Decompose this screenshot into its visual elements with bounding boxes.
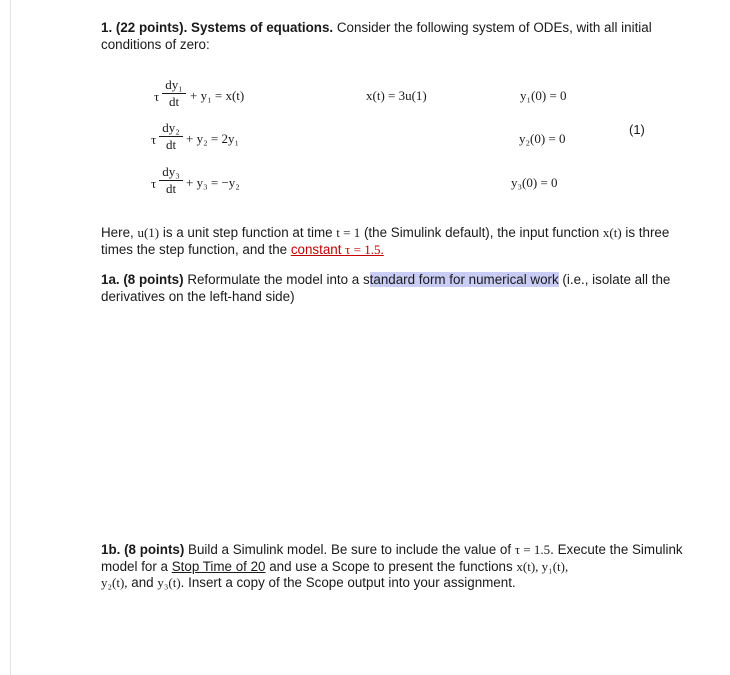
question-1b-text: . Execute the Simulink model for a	[101, 542, 683, 574]
eq2-initial-condition: y₂(0) = 0	[519, 131, 566, 146]
eq1-input-definition: x(t) = 3u(1)	[366, 88, 427, 103]
eq2-numerator: dy₂	[162, 120, 180, 135]
question-1b-text: Build a Simulink model. Be sure to include the value of	[184, 542, 515, 557]
stop-time-link[interactable]: Stop Time of 20	[171, 558, 266, 574]
question-1b-heading: 1b. (8 points)	[101, 542, 185, 557]
eq1-numerator: dy₁	[165, 77, 183, 92]
eq3-tau: τ	[151, 176, 157, 191]
highlighted-text[interactable]: tandard form for numerical work	[369, 272, 559, 287]
math-y2: y₂(t),	[101, 575, 128, 590]
eq3-derivative	[159, 165, 183, 196]
question-1a	[101, 272, 696, 305]
eq1-initial-condition: y₁(0) = 0	[520, 88, 567, 103]
math-y3: y₃(t)	[157, 575, 181, 590]
question-1-intro	[101, 20, 696, 53]
question-1b-text: and	[127, 575, 158, 590]
equation-number: (1)	[629, 122, 645, 137]
eq2-denominator: dt	[165, 137, 177, 152]
eq3-denominator: dt	[165, 181, 177, 196]
eq3-rhs: + y₃ = −y₂	[186, 175, 240, 190]
explanation-paragraph	[101, 225, 696, 258]
question-1b-text: and use a Scope to present the functions	[265, 558, 517, 574]
eq1-tau: τ	[154, 89, 160, 104]
eq3-numerator: dy₃	[162, 164, 180, 179]
eq2-rhs: + y₂ = 2y₁	[186, 131, 239, 146]
explanation-text: (the Simulink default), the input function	[360, 225, 603, 240]
math-tau-value: τ = 1.5	[514, 542, 551, 557]
question-1-text: Consider the following system of ODEs, with all initial conditions of zero:	[101, 20, 652, 52]
math-input: x(t)	[602, 225, 622, 240]
eq1-denominator: dt	[168, 94, 180, 109]
constant-link-math: τ = 1.5.	[345, 241, 384, 257]
eq2-derivative	[159, 121, 183, 152]
explanation-text: is three times the step function, and the	[101, 225, 670, 257]
question-1b	[101, 542, 696, 592]
page-left-border	[10, 0, 11, 675]
eq3-initial-condition: y₃(0) = 0	[511, 175, 558, 190]
eq2-tau: τ	[151, 132, 157, 147]
eq1-rhs: + y₁ = x(t)	[190, 88, 245, 103]
constant-link-text: constant	[290, 241, 346, 257]
question-1a-text: Reformulate the model into a s	[183, 272, 370, 287]
question-1-heading: 1. (22 points). Systems of equations.	[101, 20, 334, 35]
eq1-derivative	[162, 78, 186, 109]
question-1a-heading: 1a. (8 points)	[101, 272, 184, 287]
question-1a-text: (i.e., isolate all the derivatives on the left-hand side)	[101, 272, 671, 304]
question-1b-text: . Insert a copy of the Scope output into your assignment.	[180, 575, 516, 590]
explanation-text: Here,	[101, 225, 138, 240]
math-functions: x(t), y₁(t),	[516, 558, 569, 574]
constant-tau-link[interactable]	[291, 242, 384, 257]
explanation-text: is a unit step function at time	[159, 225, 337, 240]
math-step-function: u(1)	[137, 225, 160, 240]
math-time: t = 1	[336, 225, 361, 240]
